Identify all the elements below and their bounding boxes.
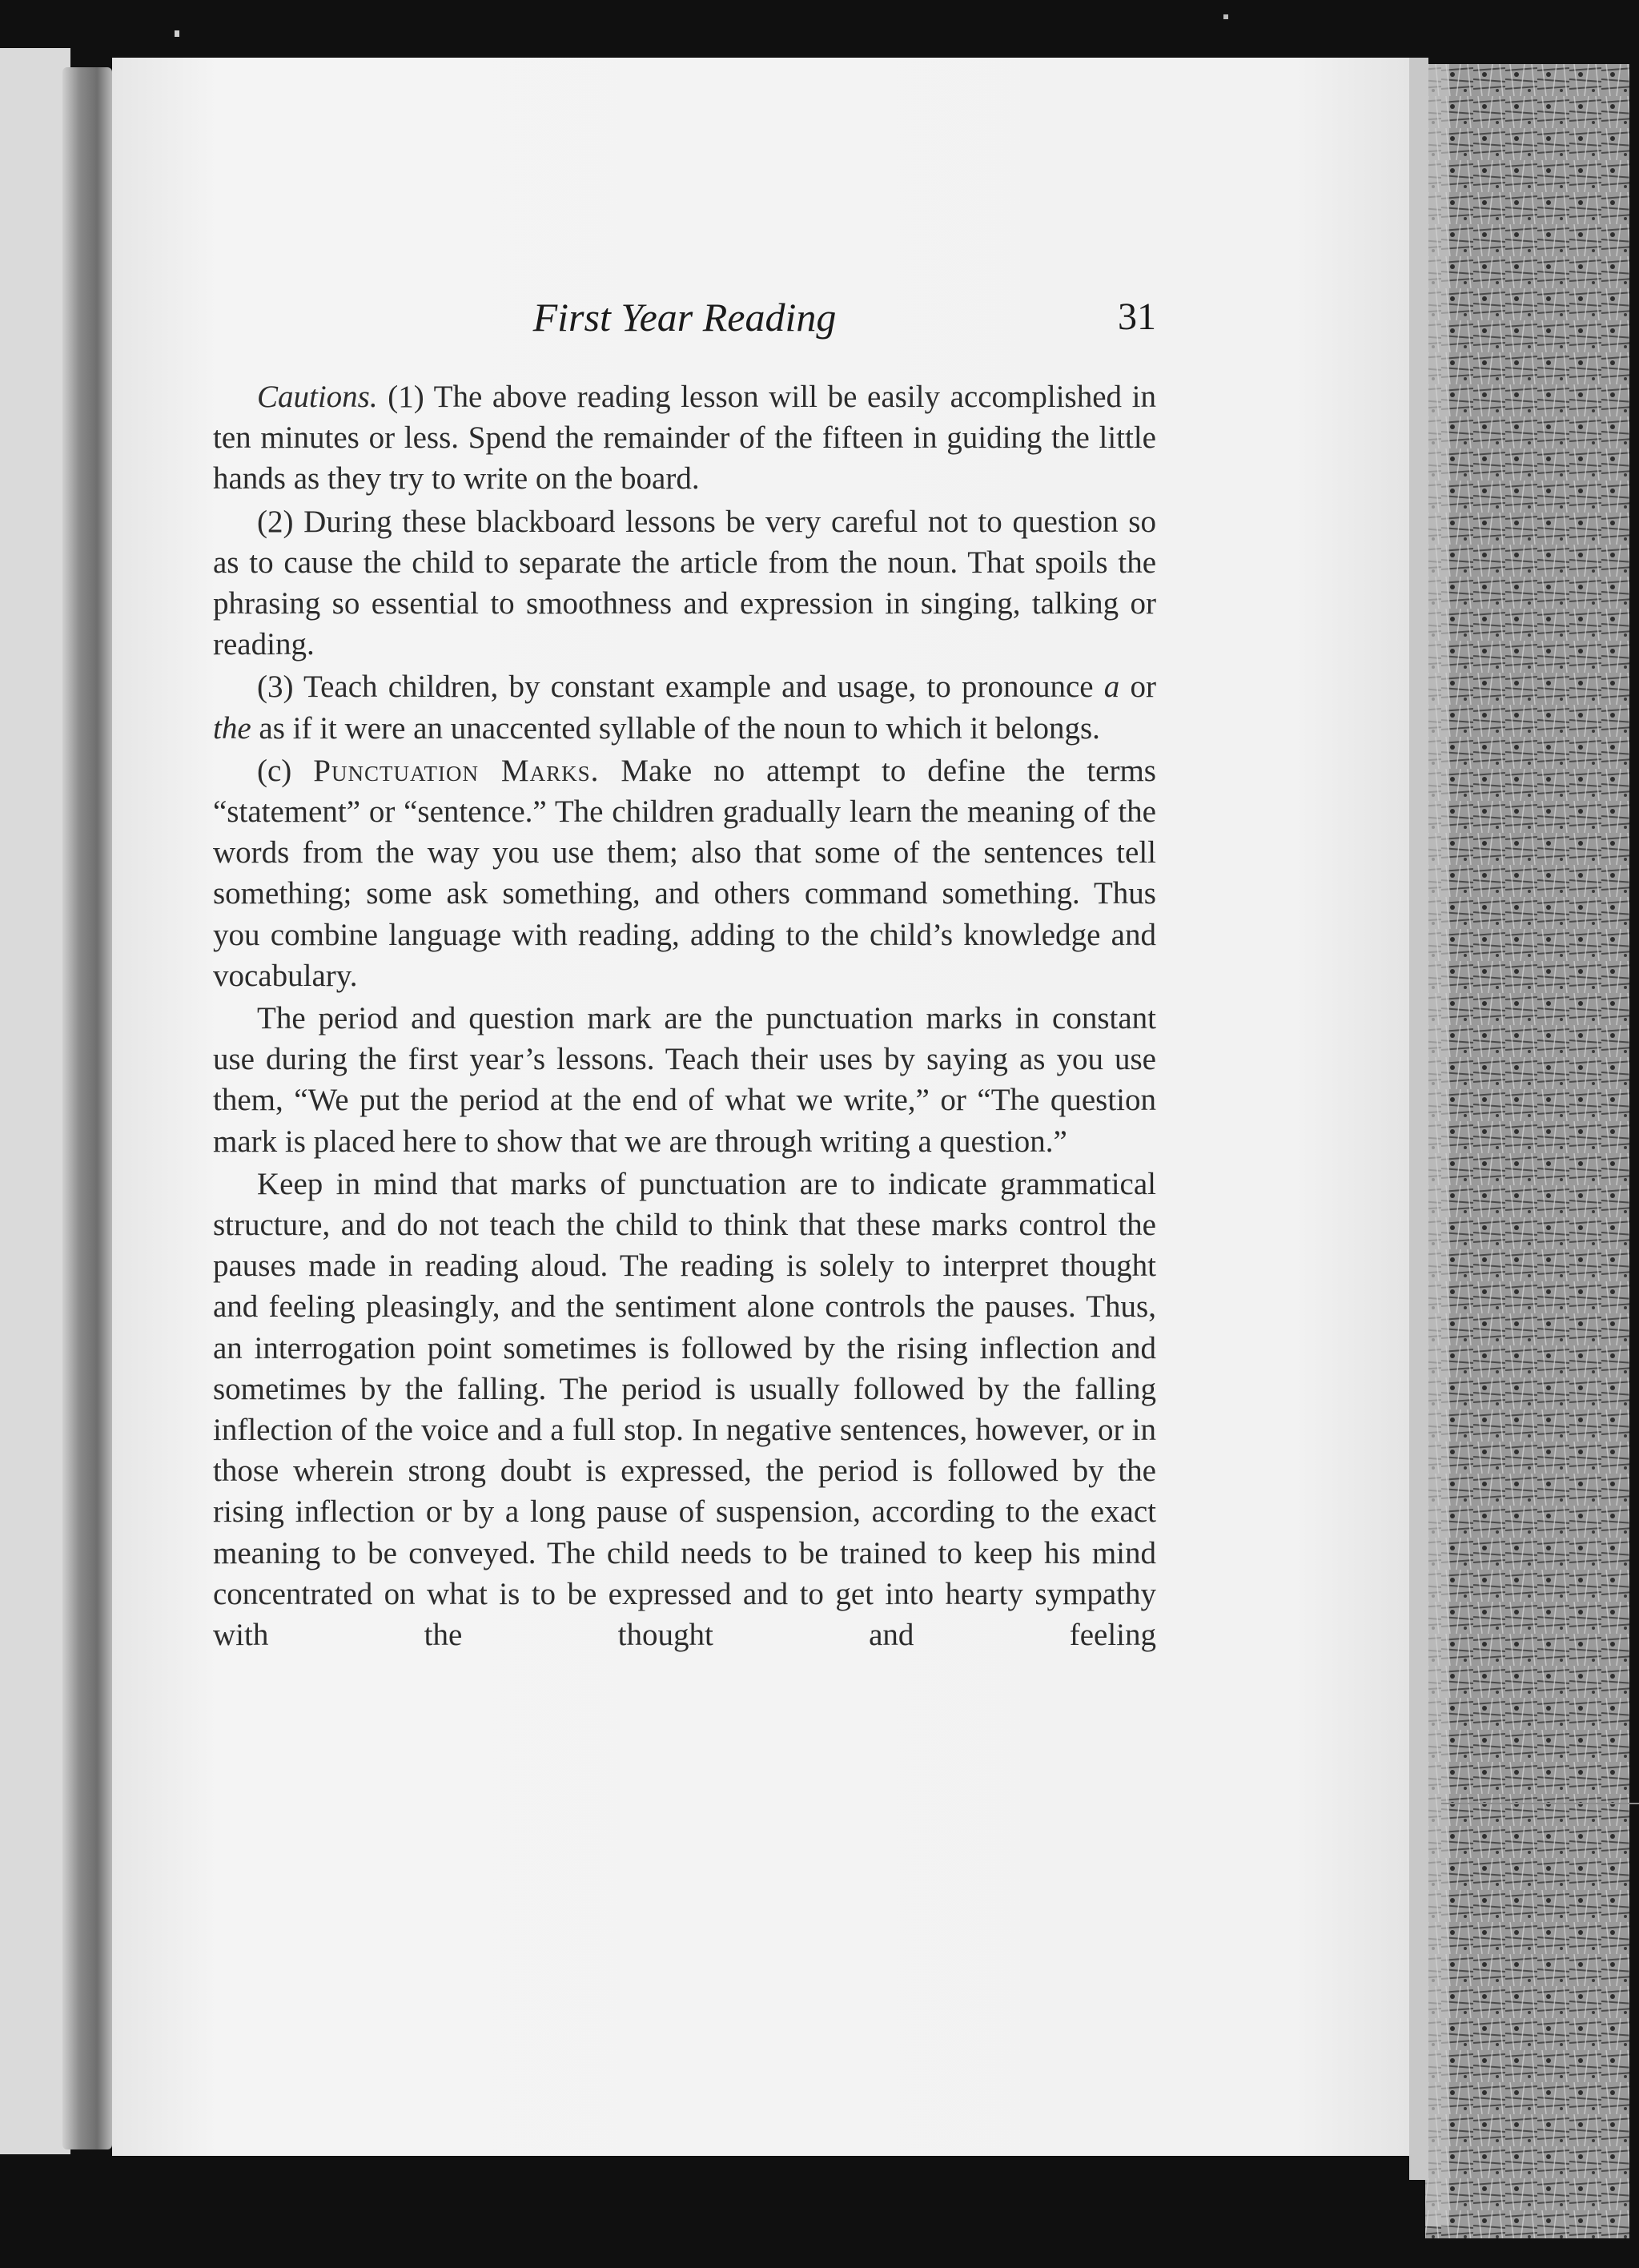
paragraph-text: (3) Teach children, by constant example and usage, to pronounce: [257, 670, 1104, 705]
paragraph-prefix: (c): [257, 753, 314, 788]
running-head-title: First Year Reading: [532, 295, 837, 340]
paragraph-punctuation-marks: [213, 750, 1156, 996]
paragraph-cautions: [213, 376, 1156, 500]
paragraph-text: or: [1119, 670, 1156, 705]
paragraph-text: Make no attempt to define the terms “statement” or “sentence.” The children gradually learn the meaning of the words from the way you use them; also that some of the sentences tell something; some ask something, and others command something. Thus you combine language with reading, adding to the child’s knowledge and vocabulary.: [213, 753, 1156, 993]
running-head: [213, 285, 1156, 349]
page-number: 31: [1118, 296, 1156, 338]
section-heading: Punctuation Marks.: [313, 753, 600, 788]
italic-word: the: [213, 710, 251, 746]
paragraph-lead-label: Cautions.: [257, 380, 378, 414]
body-text: [213, 376, 1156, 1655]
paragraph-text: as if it were an unaccented syllable of the noun to which it belongs.: [251, 710, 1100, 746]
paragraph-period-question: [213, 998, 1156, 1162]
paragraph-text: Keep in mind that marks of punctuation are to indicate grammatical structure, and do not teach the child to think that these marks control the pauses made in reading aloud. The reading is solely to interpret thought and feeling pleasingly, and the sentiment alone controls the pauses. Thus, an interrogation point sometimes is followed by the rising inflection and sometimes by the falling. The period is usually followed by the falling inflection of the voice and a full stop. In negative sentences, however, or in those wherein strong doubt is expressed, the period is followed by the rising inflection or by a long pause of suspension, according to the exact meaning to be conveyed. The child needs to be trained to keep his mind concentrated on what is to be expressed and to get into hearty sympathy with the thought and feeling: [213, 1166, 1156, 1653]
paragraph-text: The period and question mark are the punctuation marks in constant use during the first year’s lessons. Teach their uses by saying as you use them, “We put the period at the end of what we write,” or “The question mark is placed here to show that we are through writing a question.”: [213, 1001, 1156, 1159]
paragraph-grammatical-structure: [213, 1164, 1156, 1655]
paragraph-caution-3: [213, 666, 1156, 748]
paragraph-text: (1) The above reading lesson will be easily accomplished in ten minutes or less. Spend the remainder of the fifteen in guiding the little hands as they try to write on the board.: [213, 380, 1156, 497]
paragraph-text: (2) During these blackboard lessons be very careful not to question so as to cause the child to separate the article from the noun. That spoils the phrasing so essential to smoothness and expression in singing, talking or reading.: [213, 504, 1156, 662]
italic-word: a: [1103, 670, 1120, 705]
paragraph-caution-2: [213, 501, 1156, 666]
